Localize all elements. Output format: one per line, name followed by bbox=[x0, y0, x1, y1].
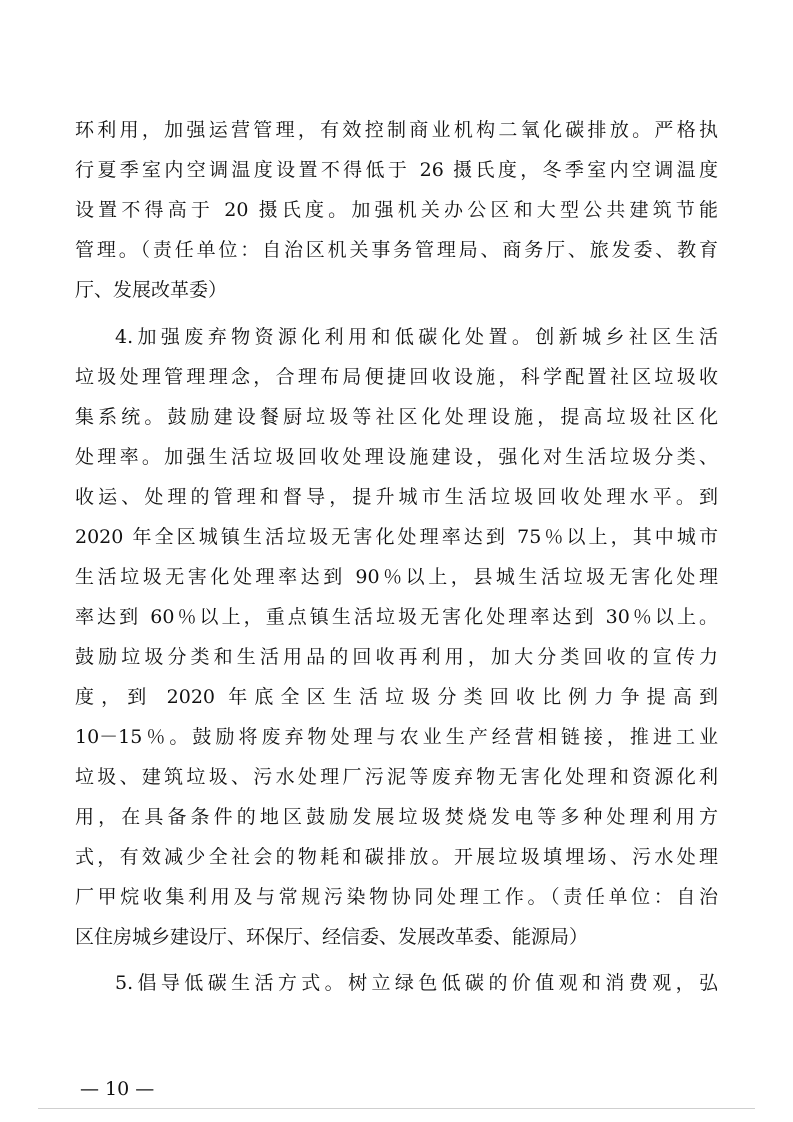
text-line: 区住房城乡建设厅、环保厅、经信委、发展改革委、能源局） bbox=[75, 926, 589, 948]
text-line: 环利用，加强运营管理，有效控制商业机构二氧化碳排放。严格执 bbox=[75, 119, 718, 141]
text-line: 收运、处理的管理和督导，提升城市生活垃圾回收处理水平。到 bbox=[75, 486, 718, 508]
text-line: 2020 年全区城镇生活垃圾无害化处理率达到 75％以上，其中城市 bbox=[75, 526, 718, 548]
text-line: 厅、发展改革委） bbox=[75, 279, 228, 301]
text-line: 鼓励垃圾分类和生活用品的回收再利用，加大分类回收的宣传力 bbox=[75, 646, 718, 668]
text-line: 生活垃圾无害化处理率达到 90％以上，县城生活垃圾无害化处理 bbox=[75, 566, 718, 588]
text-line: 式，有效减少全社会的物耗和碳排放。开展垃圾填埋场、污水处理 bbox=[75, 846, 718, 868]
footer-divider bbox=[38, 1108, 755, 1109]
text-line: 率达到 60％以上，重点镇生活垃圾无害化处理率达到 30％以上。 bbox=[75, 606, 718, 628]
text-line: 厂甲烷收集利用及与常规污染物协同处理工作。（责任单位：自治 bbox=[75, 886, 718, 908]
text-line: 集系统。鼓励建设餐厨垃圾等社区化处理设施，提高垃圾社区化 bbox=[75, 406, 718, 428]
text-line: 用，在具备条件的地区鼓励发展垃圾焚烧发电等多种处理利用方 bbox=[75, 806, 718, 828]
text-line: 管理。（责任单位：自治区机关事务管理局、商务厅、旅发委、教育 bbox=[75, 239, 718, 261]
text-line: 垃圾、建筑垃圾、污水处理厂污泥等废弃物无害化处理和资源化利 bbox=[75, 766, 718, 788]
text-line: 处理率。加强生活垃圾回收处理设施建设，强化对生活垃圾分类、 bbox=[75, 446, 718, 468]
text-line: 行夏季室内空调温度设置不得低于 26 摄氏度，冬季室内空调温度 bbox=[75, 159, 718, 181]
text-line: 设置不得高于 20 摄氏度。加强机关办公区和大型公共建筑节能 bbox=[75, 199, 718, 221]
page-number: — 10 — bbox=[80, 1078, 155, 1100]
text-line: 度，到 2020 年底全区生活垃圾分类回收比例力争提高到 bbox=[75, 686, 718, 708]
text-line: 10－15％。鼓励将废弃物处理与农业生产经营相链接，推进工业 bbox=[75, 726, 718, 748]
section-heading-line: 5.倡导低碳生活方式。树立绿色低碳的价值观和消费观，弘 bbox=[115, 972, 718, 994]
text-line: 垃圾处理管理理念，合理布局便捷回收设施，科学配置社区垃圾收 bbox=[75, 366, 718, 388]
section-heading-line: 4.加强废弃物资源化利用和低碳化处置。创新城乡社区生活 bbox=[115, 326, 718, 348]
